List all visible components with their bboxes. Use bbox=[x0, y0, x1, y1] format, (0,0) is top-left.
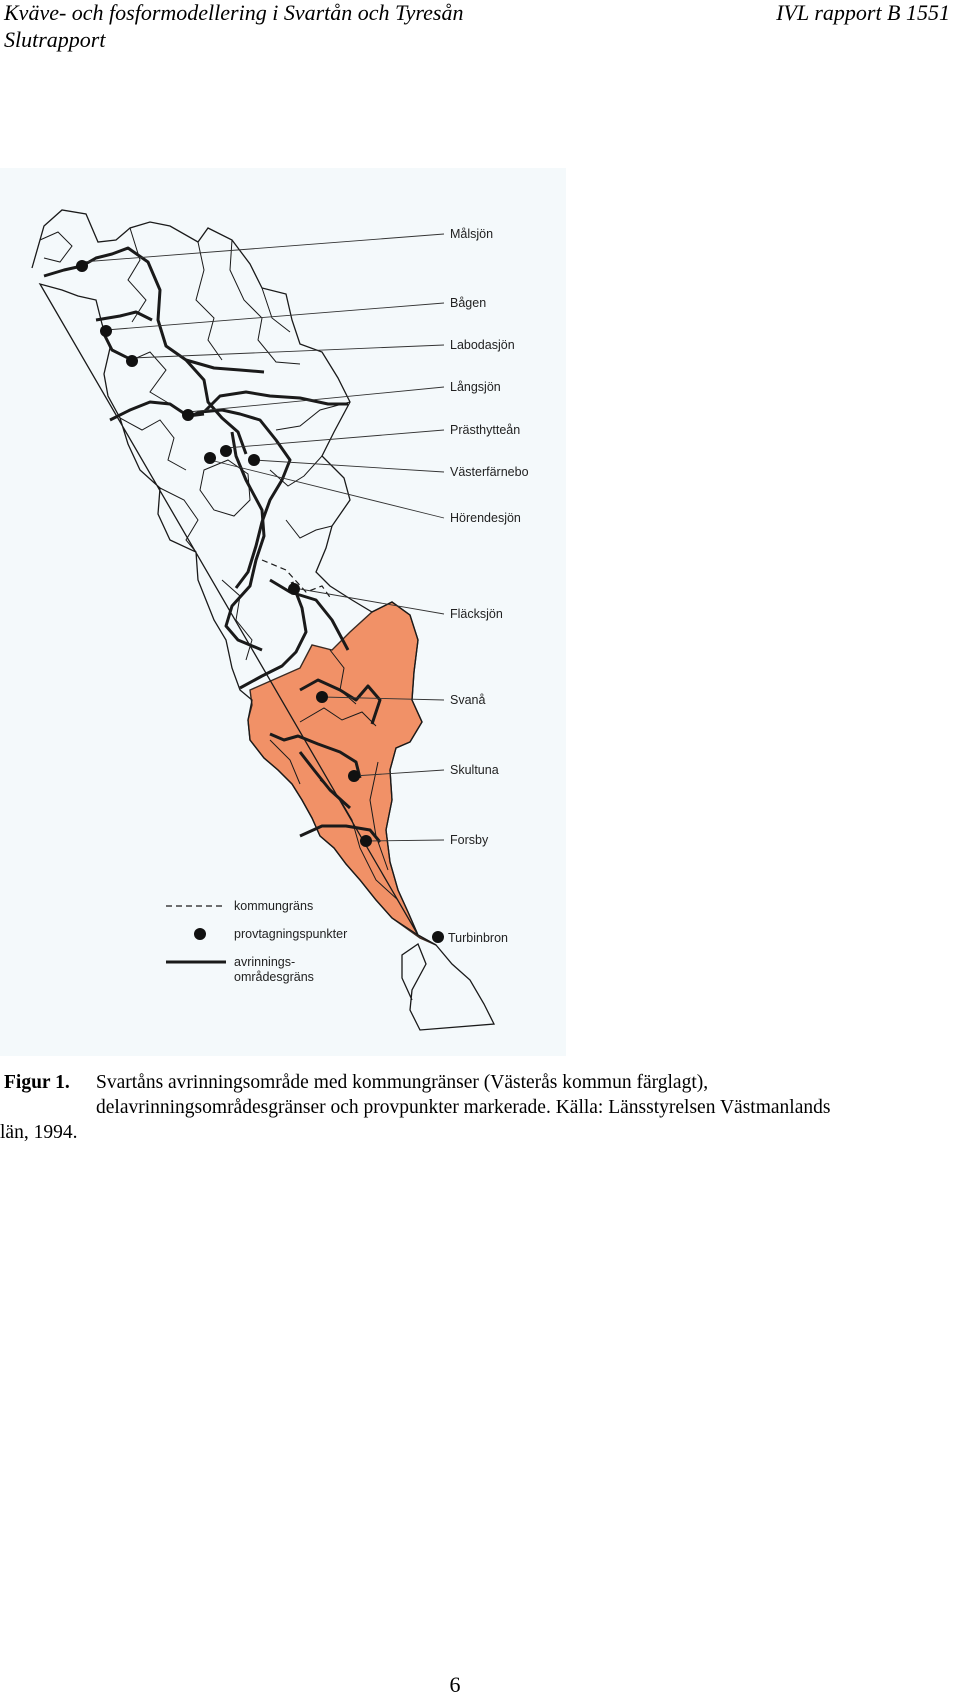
station-bagen bbox=[100, 325, 112, 337]
station-labodasjon bbox=[126, 355, 138, 367]
station-forsby bbox=[360, 835, 372, 847]
legend-avrinning-2: områdesgräns bbox=[234, 970, 314, 984]
legend-provtagning: provtagningspunkter bbox=[234, 927, 348, 941]
legend-avrinning-1: avrinnings- bbox=[234, 955, 296, 969]
station-svana bbox=[316, 691, 328, 703]
label-langsjon: Långsjön bbox=[450, 380, 501, 394]
label-labodasjon: Labodasjön bbox=[450, 338, 515, 352]
catchment-map bbox=[0, 168, 566, 1056]
label-prasthyttean: Prästhytteån bbox=[450, 423, 521, 437]
label-forsby: Forsby bbox=[450, 833, 489, 847]
station-malsjon bbox=[76, 260, 88, 272]
station-flacksjon bbox=[288, 583, 300, 595]
label-flacksjon: Fläcksjön bbox=[450, 607, 503, 621]
label-malsjon: Målsjön bbox=[450, 227, 494, 241]
label-horendesjon: Hörendesjön bbox=[450, 511, 521, 525]
label-skultuna: Skultuna bbox=[450, 763, 499, 777]
legend-kommungrans: kommungräns bbox=[234, 899, 314, 913]
figure-label: Figur 1. bbox=[4, 1072, 70, 1093]
header-report-number: IVL rapport B 1551 bbox=[776, 0, 950, 25]
station-turbinbron bbox=[432, 931, 444, 943]
label-svana: Svanå bbox=[450, 693, 486, 707]
header-title: Kväve- och fosformodellering i Svartån och Tyresån bbox=[4, 0, 464, 25]
station-horendesjon bbox=[204, 452, 216, 464]
caption-line-3: län, 1994. bbox=[0, 1122, 78, 1143]
legend-dot-symbol bbox=[194, 928, 206, 940]
station-skultuna bbox=[348, 770, 360, 782]
label-turbinbron: Turbinbron bbox=[448, 931, 508, 945]
header-subtitle: Slutrapport bbox=[4, 27, 106, 52]
label-bagen: Bågen bbox=[450, 296, 487, 310]
station-vasterfarnebo bbox=[248, 454, 260, 466]
station-prasthyttean bbox=[220, 445, 232, 457]
page-number: 6 bbox=[449, 1672, 461, 1697]
caption-line-2: delavrinningsområdesgränser och provpunkter markerade. Källa: Länsstyrelsen Västmanlands bbox=[96, 1097, 831, 1118]
station-langsjon bbox=[182, 409, 194, 421]
caption-line-1: Svartåns avrinningsområde med kommungränser (Västerås kommun färglagt), bbox=[96, 1072, 709, 1093]
label-vasterfarnebo: Västerfärnebo bbox=[450, 465, 529, 479]
